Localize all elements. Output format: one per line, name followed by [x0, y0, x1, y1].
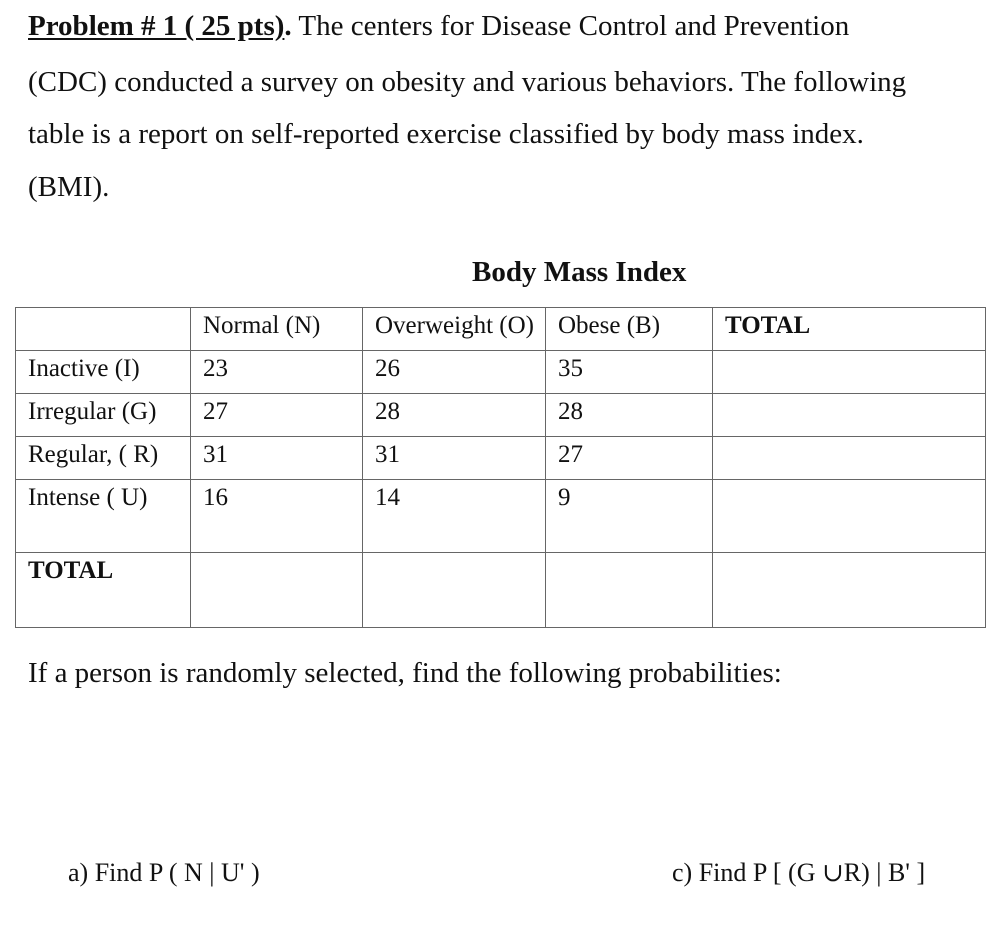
table-row-regular — [16, 437, 986, 480]
table-cell-total — [546, 553, 713, 628]
header-cell-overweight: Overweight (O) — [363, 308, 546, 351]
table-cell: 35 — [546, 351, 713, 394]
part-a-question: a) Find P ( N | U' ) — [68, 858, 260, 887]
table-cell-total — [191, 553, 363, 628]
table-cell-grand-total — [713, 553, 986, 628]
table-title: Body Mass Index — [472, 256, 687, 288]
row-label: Irregular (G) — [16, 394, 191, 437]
problem-statement-line-1 — [28, 10, 993, 43]
table-row-irregular — [16, 394, 986, 437]
row-label-total: TOTAL — [16, 553, 191, 628]
row-label: Inactive (I) — [16, 351, 191, 394]
question-prompt: If a person is randomly selected, find the following probabilities: — [28, 657, 782, 689]
table-cell: 31 — [363, 437, 546, 480]
table-cell-total — [713, 394, 986, 437]
header-cell-normal: Normal (N) — [191, 308, 363, 351]
problem-label-period: . — [284, 10, 292, 42]
table-row-total — [16, 553, 986, 628]
table-cell: 16 — [191, 480, 363, 553]
table-cell: 9 — [546, 480, 713, 553]
part-c-question: c) Find P [ (G ∪R) | B' ] — [672, 858, 926, 887]
bmi-table — [15, 307, 986, 628]
table-cell-total — [713, 480, 986, 553]
table-cell: 14 — [363, 480, 546, 553]
table-cell: 27 — [191, 394, 363, 437]
row-label: Intense ( U) — [16, 480, 191, 553]
table-cell: 28 — [363, 394, 546, 437]
header-cell-obese: Obese (B) — [546, 308, 713, 351]
table-cell: 28 — [546, 394, 713, 437]
table-cell: 27 — [546, 437, 713, 480]
table-row-inactive — [16, 351, 986, 394]
problem-statement-line-4: (BMI). — [28, 171, 110, 203]
header-cell-empty — [16, 308, 191, 351]
table-header-row — [16, 308, 986, 351]
row-label: Regular, ( R) — [16, 437, 191, 480]
table-cell: 31 — [191, 437, 363, 480]
header-cell-total: TOTAL — [713, 308, 986, 351]
table-cell: 26 — [363, 351, 546, 394]
intro-line-1-text: The centers for Disease Control and Prevention — [291, 10, 850, 42]
problem-statement-line-3: table is a report on self-reported exercise classified by body mass index. — [28, 118, 864, 150]
table-cell: 23 — [191, 351, 363, 394]
table-row-intense — [16, 480, 986, 553]
problem-label: Problem # 1 ( 25 pts) — [28, 10, 285, 42]
table-cell-total — [713, 437, 986, 480]
problem-statement-line-2: (CDC) conducted a survey on obesity and various behaviors. The following — [28, 66, 907, 98]
table-cell-total — [363, 553, 546, 628]
table-cell-total — [713, 351, 986, 394]
